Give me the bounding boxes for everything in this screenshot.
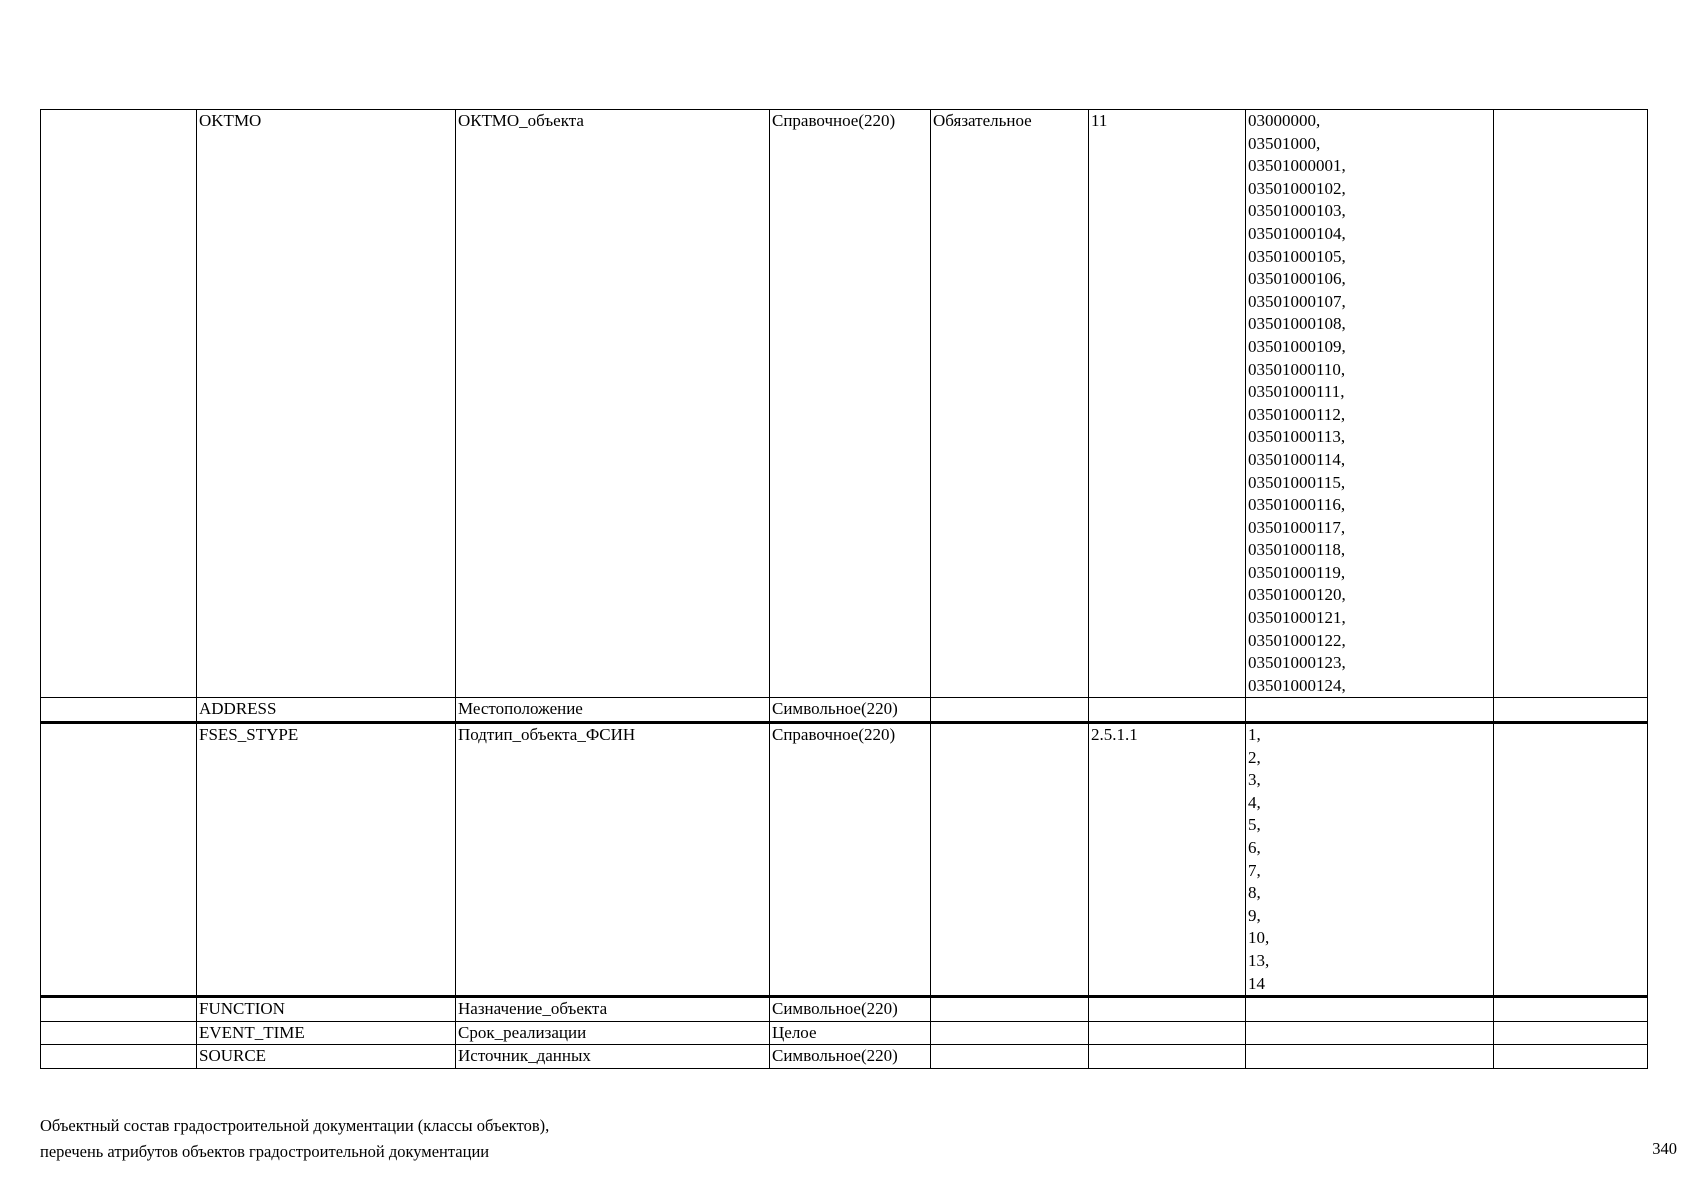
note-cell bbox=[1494, 110, 1648, 698]
value-item: 1, bbox=[1248, 725, 1261, 745]
attribute-code: EVENT_TIME bbox=[197, 1021, 456, 1045]
value-item: 7, bbox=[1248, 860, 1261, 880]
empty-cell bbox=[41, 1045, 197, 1069]
page-number: 340 bbox=[1652, 1139, 1677, 1158]
attribute-type: Символьное(220) bbox=[770, 698, 931, 723]
attribute-code: FSES_STYPE bbox=[197, 723, 456, 997]
reference-code bbox=[1089, 698, 1246, 723]
attribute-type: Справочное(220) bbox=[770, 723, 931, 997]
footer-caption bbox=[40, 1113, 549, 1165]
value-item: 03501000123, bbox=[1248, 653, 1346, 673]
value-item: 03501000111, bbox=[1248, 382, 1345, 402]
note-cell bbox=[1494, 997, 1648, 1022]
value-item: 03501000121, bbox=[1248, 608, 1346, 628]
attribute-name: Местоположение bbox=[456, 698, 770, 723]
empty-cell bbox=[41, 723, 197, 997]
attribute-values bbox=[1246, 698, 1494, 723]
value-item: 03501000116, bbox=[1248, 495, 1346, 515]
attribute-code: SOURCE bbox=[197, 1045, 456, 1069]
value-item: 5, bbox=[1248, 815, 1261, 835]
reference-code bbox=[1089, 1045, 1246, 1069]
value-item: 9, bbox=[1248, 905, 1261, 925]
table-row bbox=[41, 110, 1648, 698]
note-cell bbox=[1494, 1021, 1648, 1045]
attribute-table bbox=[40, 109, 1648, 1069]
note-cell bbox=[1494, 1045, 1648, 1069]
value-item: 03501000118, bbox=[1248, 540, 1346, 560]
attribute-type: Символьное(220) bbox=[770, 1045, 931, 1069]
attribute-requirement bbox=[931, 997, 1089, 1022]
reference-code: 2.5.1.1 bbox=[1089, 723, 1246, 997]
empty-cell bbox=[41, 997, 197, 1022]
value-item: 03501000109, bbox=[1248, 336, 1346, 356]
attribute-requirement: Обязательное bbox=[931, 110, 1089, 698]
value-item: 03501000, bbox=[1248, 133, 1321, 153]
value-item: 03501000115, bbox=[1248, 472, 1346, 492]
value-item: 03501000117, bbox=[1248, 517, 1346, 537]
attribute-name: Подтип_объекта_ФСИН bbox=[456, 723, 770, 997]
attribute-code: FUNCTION bbox=[197, 997, 456, 1022]
attribute-values bbox=[1246, 1045, 1494, 1069]
reference-code bbox=[1089, 997, 1246, 1022]
attribute-name: ОКТМО_объекта bbox=[456, 110, 770, 698]
value-item: 03501000103, bbox=[1248, 201, 1346, 221]
value-item: 8, bbox=[1248, 883, 1261, 903]
value-item: 03000000, bbox=[1248, 111, 1321, 130]
table-body bbox=[41, 110, 1648, 1069]
attribute-name: Срок_реализации bbox=[456, 1021, 770, 1045]
attribute-values bbox=[1246, 723, 1494, 997]
value-item: 03501000119, bbox=[1248, 562, 1346, 582]
table-row bbox=[41, 698, 1648, 723]
attribute-name: Назначение_объекта bbox=[456, 997, 770, 1022]
value-item: 14 bbox=[1248, 973, 1265, 993]
value-item: 4, bbox=[1248, 792, 1261, 812]
attribute-requirement bbox=[931, 1021, 1089, 1045]
empty-cell bbox=[41, 698, 197, 723]
value-item: 03501000113, bbox=[1248, 427, 1346, 447]
attribute-values bbox=[1246, 110, 1494, 698]
table-row bbox=[41, 997, 1648, 1022]
table-row bbox=[41, 723, 1648, 997]
value-item: 6, bbox=[1248, 838, 1261, 857]
value-item: 03501000001, bbox=[1248, 156, 1346, 176]
reference-code bbox=[1089, 1021, 1246, 1045]
table-row bbox=[41, 1045, 1648, 1069]
attribute-requirement bbox=[931, 698, 1089, 723]
value-item: 13, bbox=[1248, 950, 1270, 970]
value-item: 03501000102, bbox=[1248, 178, 1346, 198]
value-item: 03501000105, bbox=[1248, 246, 1346, 266]
value-item: 03501000107, bbox=[1248, 291, 1346, 311]
value-item: 2, bbox=[1248, 747, 1261, 767]
value-item: 3, bbox=[1248, 770, 1261, 790]
note-cell bbox=[1494, 698, 1648, 723]
attribute-type: Целое bbox=[770, 1021, 931, 1045]
footer-line-1: Объектный состав градостроительной документации (классы объектов), bbox=[40, 1116, 550, 1135]
attribute-name: Источник_данных bbox=[456, 1045, 770, 1069]
value-item: 03501000108, bbox=[1248, 314, 1346, 334]
attribute-type: Символьное(220) bbox=[770, 997, 931, 1022]
attribute-values bbox=[1246, 997, 1494, 1022]
attribute-values bbox=[1246, 1021, 1494, 1045]
note-cell bbox=[1494, 723, 1648, 997]
value-item: 10, bbox=[1248, 928, 1270, 948]
table-row bbox=[41, 1021, 1648, 1045]
attribute-code: ADDRESS bbox=[197, 698, 456, 723]
value-item: 03501000112, bbox=[1248, 404, 1346, 424]
value-item: 03501000122, bbox=[1248, 630, 1346, 650]
empty-cell bbox=[41, 1021, 197, 1045]
attribute-code: OKTMO bbox=[197, 110, 456, 698]
attribute-requirement bbox=[931, 723, 1089, 997]
empty-cell bbox=[41, 110, 197, 698]
attribute-requirement bbox=[931, 1045, 1089, 1069]
value-item: 03501000106, bbox=[1248, 269, 1346, 289]
value-item: 03501000110, bbox=[1248, 359, 1346, 379]
reference-code: 11 bbox=[1089, 110, 1246, 698]
attribute-type: Справочное(220) bbox=[770, 110, 931, 698]
value-item: 03501000124, bbox=[1248, 675, 1346, 695]
value-item: 03501000104, bbox=[1248, 223, 1346, 243]
value-item: 03501000114, bbox=[1248, 449, 1346, 469]
value-item: 03501000120, bbox=[1248, 585, 1346, 605]
footer-line-2: перечень атрибутов объектов градостроительной документации bbox=[40, 1142, 490, 1161]
